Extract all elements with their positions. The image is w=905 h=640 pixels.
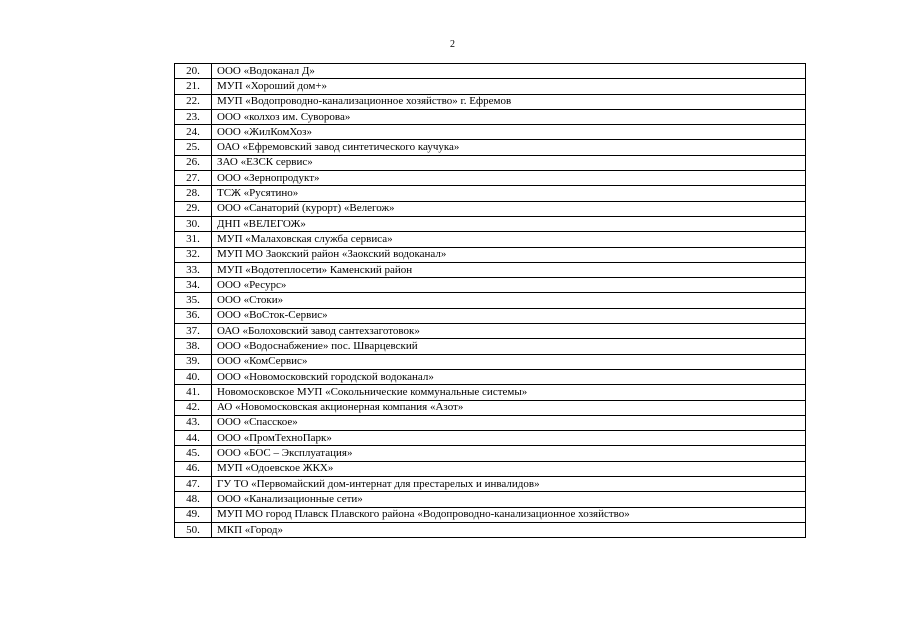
table-row xyxy=(175,446,806,461)
row-number: 20. xyxy=(175,64,212,79)
table-row xyxy=(175,155,806,170)
table-row xyxy=(175,369,806,384)
row-number: 42. xyxy=(175,400,212,415)
row-number: 31. xyxy=(175,232,212,247)
organization-name: ООО «БОС – Эксплуатация» xyxy=(212,446,806,461)
table-row xyxy=(175,278,806,293)
table-row xyxy=(175,232,806,247)
row-number: 47. xyxy=(175,477,212,492)
organization-name: МУП МО город Плавск Плавского района «Водопроводно-канализационное хозяйство» xyxy=(212,507,806,522)
organization-name: ООО «Водоканал Д» xyxy=(212,64,806,79)
table-row xyxy=(175,431,806,446)
organization-name: МУП «Одоевское ЖКХ» xyxy=(212,461,806,476)
organization-name: МУП «Хороший дом+» xyxy=(212,79,806,94)
organization-name: ООО «Стоки» xyxy=(212,293,806,308)
organization-name: ООО «Зернопродукт» xyxy=(212,171,806,186)
organization-name: ООО «КомСервис» xyxy=(212,354,806,369)
organization-name: ООО «Новомосковский городской водоканал» xyxy=(212,369,806,384)
row-number: 40. xyxy=(175,369,212,384)
row-number: 37. xyxy=(175,324,212,339)
organization-name: ОАО «Болоховский завод сантехзаготовок» xyxy=(212,324,806,339)
row-number: 29. xyxy=(175,201,212,216)
organizations-table xyxy=(174,63,806,538)
table-row xyxy=(175,400,806,415)
row-number: 33. xyxy=(175,262,212,277)
table-row xyxy=(175,140,806,155)
organization-name: ООО «Санаторий (курорт) «Велегож» xyxy=(212,201,806,216)
row-number: 23. xyxy=(175,109,212,124)
organization-name: ООО «ВоСток-Сервис» xyxy=(212,308,806,323)
row-number: 38. xyxy=(175,339,212,354)
organization-name: Новомосковское МУП «Сокольнические коммунальные системы» xyxy=(212,385,806,400)
table-row xyxy=(175,354,806,369)
table-row xyxy=(175,324,806,339)
organization-name: ОАО «Ефремовский завод синтетического каучука» xyxy=(212,140,806,155)
organization-name: ООО «колхоз им. Суворова» xyxy=(212,109,806,124)
row-number: 49. xyxy=(175,507,212,522)
table-row xyxy=(175,522,806,537)
table-row xyxy=(175,171,806,186)
row-number: 27. xyxy=(175,171,212,186)
row-number: 48. xyxy=(175,492,212,507)
row-number: 44. xyxy=(175,431,212,446)
table-row xyxy=(175,492,806,507)
table-row xyxy=(175,79,806,94)
row-number: 39. xyxy=(175,354,212,369)
organization-name: ООО «ПромТехноПарк» xyxy=(212,431,806,446)
table-row xyxy=(175,477,806,492)
table-row xyxy=(175,125,806,140)
organizations-table-body xyxy=(175,64,806,538)
table-row xyxy=(175,201,806,216)
row-number: 41. xyxy=(175,385,212,400)
table-row xyxy=(175,415,806,430)
organization-name: ООО «Канализационные сети» xyxy=(212,492,806,507)
organization-name: ТСЖ «Русятино» xyxy=(212,186,806,201)
organization-name: ГУ ТО «Первомайский дом-интернат для престарелых и инвалидов» xyxy=(212,477,806,492)
table-row xyxy=(175,94,806,109)
organization-name: МКП «Город» xyxy=(212,522,806,537)
row-number: 35. xyxy=(175,293,212,308)
row-number: 30. xyxy=(175,216,212,231)
organization-name: АО «Новомосковская акционерная компания «Азот» xyxy=(212,400,806,415)
row-number: 36. xyxy=(175,308,212,323)
row-number: 43. xyxy=(175,415,212,430)
row-number: 25. xyxy=(175,140,212,155)
table-row xyxy=(175,64,806,79)
organization-name: ООО «Спасское» xyxy=(212,415,806,430)
table-row xyxy=(175,262,806,277)
row-number: 45. xyxy=(175,446,212,461)
row-number: 28. xyxy=(175,186,212,201)
row-number: 22. xyxy=(175,94,212,109)
organization-name: ООО «Ресурс» xyxy=(212,278,806,293)
organization-name: ООО «ЖилКомХоз» xyxy=(212,125,806,140)
organization-name: МУП «Водопроводно-канализационное хозяйство» г. Ефремов xyxy=(212,94,806,109)
row-number: 24. xyxy=(175,125,212,140)
row-number: 21. xyxy=(175,79,212,94)
table-row xyxy=(175,461,806,476)
organization-name: ООО «Водоснабжение» пос. Шварцевский xyxy=(212,339,806,354)
table-row xyxy=(175,186,806,201)
organization-name: МУП «Малаховская служба сервиса» xyxy=(212,232,806,247)
organization-name: МУП МО Заокский район «Заокский водоканал» xyxy=(212,247,806,262)
organization-name: ДНП «ВЕЛЕГОЖ» xyxy=(212,216,806,231)
table-row xyxy=(175,308,806,323)
row-number: 32. xyxy=(175,247,212,262)
table-row xyxy=(175,507,806,522)
row-number: 34. xyxy=(175,278,212,293)
page-number: 2 xyxy=(450,39,455,50)
table-row xyxy=(175,339,806,354)
table-row xyxy=(175,109,806,124)
table-row xyxy=(175,385,806,400)
row-number: 26. xyxy=(175,155,212,170)
row-number: 50. xyxy=(175,522,212,537)
table-row xyxy=(175,247,806,262)
organization-name: МУП «Водотеплосети» Каменский район xyxy=(212,262,806,277)
table-row xyxy=(175,216,806,231)
table-row xyxy=(175,293,806,308)
organization-name: ЗАО «ЕЗСК сервис» xyxy=(212,155,806,170)
row-number: 46. xyxy=(175,461,212,476)
